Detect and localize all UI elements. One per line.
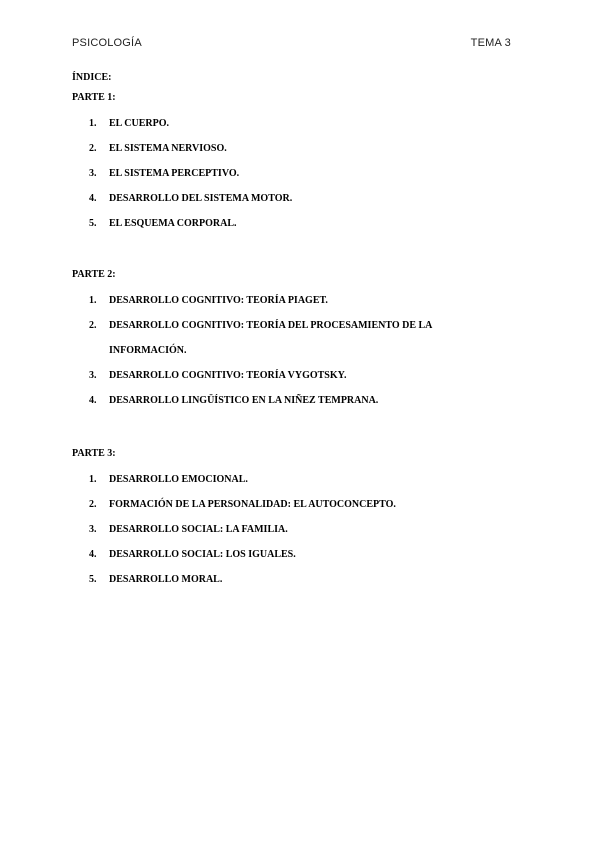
- part-3-title: PARTE 3:: [72, 448, 116, 459]
- item-number: 4.: [89, 549, 97, 560]
- index-title: ÍNDICE:: [72, 72, 112, 83]
- part-1-title: PARTE 1:: [72, 92, 116, 103]
- item-number: 5.: [89, 218, 97, 229]
- part-2-title: PARTE 2:: [72, 269, 116, 280]
- item-number: 3.: [89, 168, 97, 179]
- item-text: EL ESQUEMA CORPORAL.: [109, 218, 237, 229]
- item-text: DESARROLLO LINGÜÍSTICO EN LA NIÑEZ TEMPRANA.: [109, 395, 379, 406]
- item-text: DESARROLLO COGNITIVO: TEORÍA DEL PROCESAMIENTO DE LA INFORMACIÓN.: [109, 320, 432, 356]
- item-number: 2.: [89, 499, 97, 510]
- item-number: 1.: [89, 118, 97, 129]
- item-text: EL CUERPO.: [109, 118, 170, 129]
- item-text: DESARROLLO SOCIAL: LA FAMILIA.: [109, 524, 288, 535]
- item-text: DESARROLLO COGNITIVO: TEORÍA PIAGET.: [109, 295, 328, 306]
- item-number: 3.: [89, 370, 97, 381]
- item-number: 5.: [89, 574, 97, 585]
- header-subject: PSICOLOGÍA: [72, 37, 142, 49]
- item-text: DESARROLLO EMOCIONAL.: [109, 474, 248, 485]
- item-text: DESARROLLO DEL SISTEMA MOTOR.: [109, 193, 293, 204]
- item-number: 2.: [89, 320, 97, 331]
- item-number: 1.: [89, 474, 97, 485]
- item-text: FORMACIÓN DE LA PERSONALIDAD: EL AUTOCONCEPTO.: [109, 499, 396, 510]
- item-number: 4.: [89, 193, 97, 204]
- item-number: 2.: [89, 143, 97, 154]
- item-number: 4.: [89, 395, 97, 406]
- item-text: DESARROLLO COGNITIVO: TEORÍA VYGOTSKY.: [109, 370, 347, 381]
- header-topic: TEMA 3: [470, 37, 511, 49]
- item-text: EL SISTEMA PERCEPTIVO.: [109, 168, 240, 179]
- item-number: 1.: [89, 295, 97, 306]
- item-text: DESARROLLO SOCIAL: LOS IGUALES.: [109, 549, 296, 560]
- item-text: DESARROLLO MORAL.: [109, 574, 223, 585]
- item-text: EL SISTEMA NERVIOSO.: [109, 143, 227, 154]
- item-number: 3.: [89, 524, 97, 535]
